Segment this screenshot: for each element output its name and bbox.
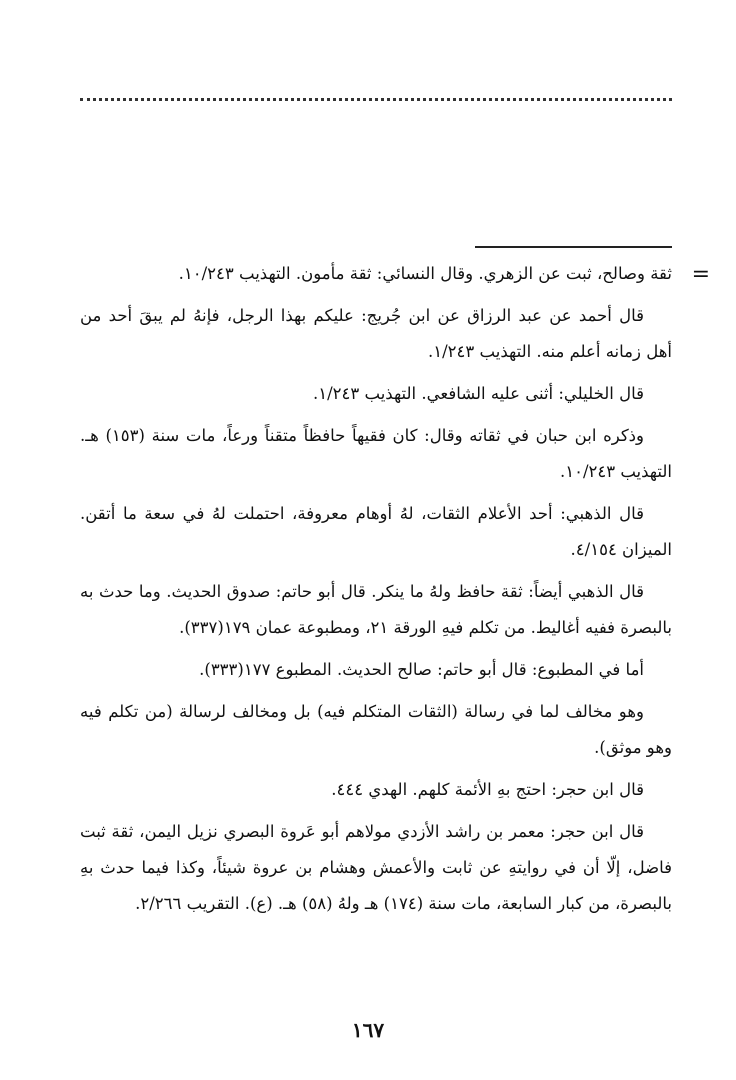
note-8: وهو مخالف لما في رسالة (الثقات المتكلم فيه) بل ومخالف لرسالة (من تكلم فيه وهو موثق). (80, 702, 672, 757)
note-3: قال الخليلي: أثنى عليه الشافعي. التهذيب ١/٢٤٣. (312, 384, 644, 403)
footnote-notes (80, 256, 672, 928)
footnote-rule (475, 246, 672, 248)
section-dotted-divider (80, 98, 672, 101)
note-4: وذكره ابن حبان في ثقاته وقال: كان فقيهاً حافظاً متقناً ورعاً، مات سنة (١٥٣) هـ. التهذيب ١٠/٢٤٣. (80, 426, 672, 481)
continuation-marker: = (691, 262, 710, 287)
note-10: قال ابن حجر: معمر بن راشد الأزدي مولاهم أبو عَروة البصري نزيل اليمن، ثقة ثبت فاضل، إلّا أن في روايتهِ عن ثابت والأعمش وهشام بن عروة شيئاً، وكذا فيما حدث بهِ بالبصرة، من كبار السابعة، مات سنة (١٧٤) هـ ولهُ (٥٨) هـ. (ع). التقريب ٢/٢٦٦. (80, 822, 672, 913)
note-1: ثقة وصالح، ثبت عن الزهري. وقال النسائي: ثقة مأمون. التهذيب ١٠/٢٤٣. (178, 264, 672, 283)
note-2: قال أحمد عن عبد الرزاق عن ابن جُريج: عليكم بهذا الرجل، فإنهُ لم يبقَ أحد من أهل زمانه أعلم منه. التهذيب ١/٢٤٣. (80, 306, 672, 361)
page-number: ١٦٧ (351, 1018, 385, 1042)
note-6: قال الذهبي أيضاً: ثقة حافظ ولهُ ما ينكر. قال أبو حاتم: صدوق الحديث. وما حدث به بالبصرة ففيه أغاليط. من تكلم فيهِ الورقة ٢١، ومطبوعة عمان ١٧٩(٣٣٧). (80, 582, 672, 637)
note-9: قال ابن حجر: احتج بهِ الأئمة كلهم. الهدي ٤٤٤. (331, 780, 644, 799)
note-5: قال الذهبي: أحد الأعلام الثقات، لهُ أوهام معروفة، احتملت لهُ في سعة ما أتقن. الميزان ٤/١٥٤. (80, 504, 672, 559)
note-7: أما في المطبوع: قال أبو حاتم: صالح الحديث. المطبوع ١٧٧(٣٣٣). (199, 660, 644, 679)
